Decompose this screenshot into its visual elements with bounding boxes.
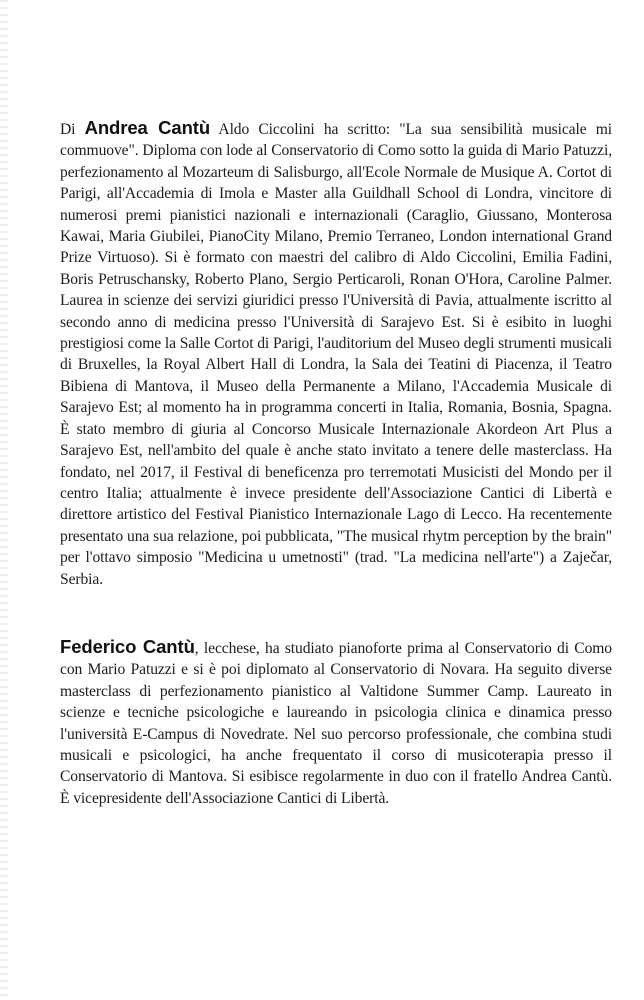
bio-name-andrea-cantu: Andrea Cantù [84,117,211,138]
bio-text-federico-cantu: , lecchese, ha studiato pianoforte prima al Conservatorio di Como con Mario Patuzzi e si è poi diplomato al Conservatorio di Novara. Ha seguito diverse masterclass di perfezionamento pianistico al Valtidone Summer Camp. Laureato in scienze e tecniche psicologiche e laureando in psicologia clinica e dinamica presso l'università E-Campus di Novedrate. Nel suo percorso professionale, che combina studi musicali e psicologici, ha anche frequentato il corso di musicoterapia presso il Conservatorio di Mantova. Si esibisce regolarmente in duo con il fratello Andrea Cantù. È vicepresidente dell'Associazione Cantici di Libertà. [60,639,612,807]
scan-edge-marks [0,0,8,1000]
bio-prefix: Di [60,121,85,138]
bio-andrea-cantu [60,117,612,590]
document-page [60,117,612,809]
bio-federico-cantu [60,636,612,809]
bio-name-federico-cantu: Federico Cantù [60,635,195,657]
bio-text-andrea-cantu: Aldo Ciccolini ha scritto: "La sua sensibilità musicale mi commuove". Diploma con lode al Conservatorio di Como sotto la guida di Mario Patuzzi, perfezionamento al Mozarteum di Salisburgo, all'Ecole Normale de Musique A. Cortot di Parigi, all'Accademia di Imola e Master alla Guildhall School di Londra, vincitore di numerosi premi pianistici nazionali e internazionali (Caraglio, Giussano, Monterosa Kawai, Maria Giubilei, PianoCity Milano, Premio Terraneo, London international Grand Prize Virtuoso). Si è formato con maestri del calibro di Aldo Ciccolini, Emilia Fadini, Boris Petruschansky, Roberto Plano, Sergio Perticaroli, Ronan O'Hora, Caroline Palmer. Laurea in scienze dei servizi giuridici presso l'Università di Pavia, attualmente iscritto al secondo anno di medicina presso l'Università di Sarajevo Est. Si è esibito in luoghi prestigiosi come la Salle Cortot di Parigi, l'auditorium del Museo degli strumenti musicali di Bruxelles, la Royal Albert Hall di Londra, la Sala dei Teatini di Piacenza, il Teatro Bibiena di Mantova, il Museo della Permanente a Milano, l'Accademia Musicale di Sarajevo Est; al momento ha in programma concerti in Italia, Romania, Bosnia, Spagna. È stato membro di giuria al Concorso Musicale Internazionale Akordeon Art Plus a Sarajevo Est, nell'ambito del quale è anche stato invitato a tenere delle masterclass. Ha fondato, nel 2017, il Festival di beneficenza pro terremotati Musicisti del Mondo per il centro Italia; attualmente è invece presidente dell'Associazione Cantici di Libertà e direttore artistico del Festival Pianistico Internazionale Lago di Lecco. Ha recentemente presentato una sua relazione, poi pubblicata, "The musical rhytm perception by the brain" per l'ottavo simposio "Medicina u umetnosti" (trad. "La medicina nell'arte") a Zaječar, Serbia. [60,121,612,588]
